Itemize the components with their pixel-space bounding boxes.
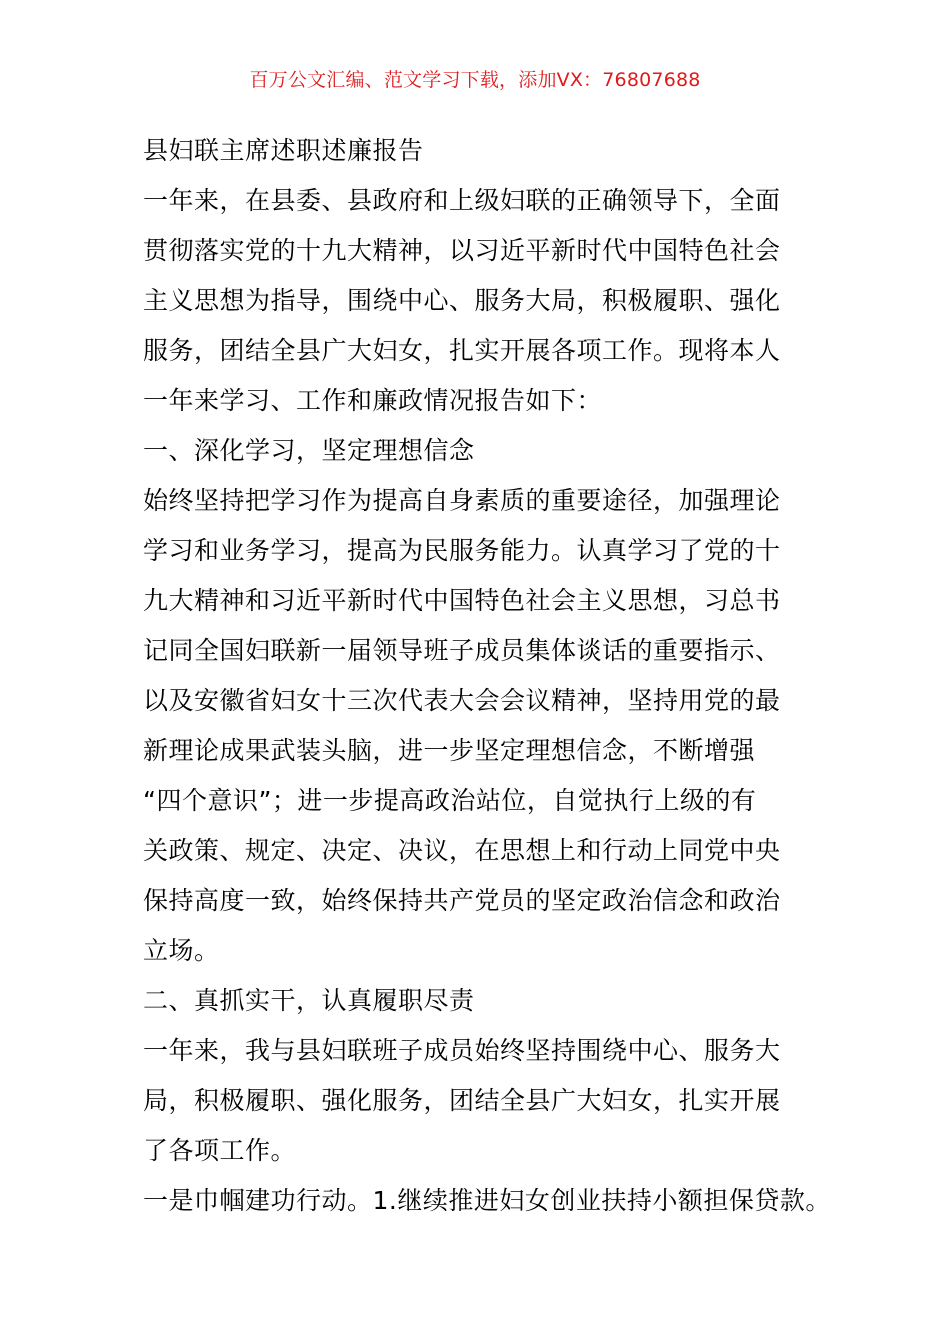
text-line: 了各项工作。	[143, 1136, 297, 1165]
text-line: 始终坚持把学习作为提高自身素质的重要途径，加强理论	[143, 486, 781, 515]
text-line: 主义思想为指导，围绕中心、服务大局，积极履职、强化	[143, 286, 781, 315]
text-line: 一年来，在县委、县政府和上级妇联的正确领导下，全面	[143, 186, 781, 215]
text-line: 以及安徽省妇女十三次代表大会会议精神，坚持用党的最	[143, 686, 781, 715]
text-line: “四个意识”；进一步提高政治站位，自觉执行上级的有	[143, 786, 757, 815]
text-line: 局，积极履职、强化服务，团结全县广大妇女，扎实开展	[143, 1086, 781, 1115]
text-line: 记同全国妇联新一届领导班子成员集体谈话的重要指示、	[143, 636, 781, 665]
text-line: 一是巾帼建功行动。1.继续推进妇女创业扶持小额担保贷款。	[143, 1186, 831, 1215]
text-line: 立场。	[143, 936, 220, 965]
text-line: 新理论成果武装头脑，进一步坚定理想信念，不断增强	[143, 736, 756, 765]
document-title: 县妇联主席述职述廉报告	[143, 136, 424, 165]
text-line: 服务，团结全县广大妇女，扎实开展各项工作。现将本人	[143, 336, 781, 365]
section-heading-1: 一、深化学习，坚定理想信念	[143, 436, 475, 465]
text-line: 贯彻落实党的十九大精神，以习近平新时代中国特色社会	[143, 236, 781, 265]
text-line: 一年来学习、工作和廉政情况报告如下：	[143, 386, 603, 415]
text-line: 关政策、规定、决定、决议，在思想上和行动上同党中央	[143, 836, 781, 865]
text-line: 九大精神和习近平新时代中国特色社会主义思想，习总书	[143, 586, 781, 615]
text-line: 一年来，我与县妇联班子成员始终坚持围绕中心、服务大	[143, 1036, 781, 1065]
text-line: 保持高度一致，始终保持共产党员的坚定政治信念和政治	[143, 886, 781, 915]
header-watermark: 百万公文汇编、范文学习下载，添加VX：76807688	[249, 69, 701, 91]
document-body	[143, 126, 833, 1226]
text-line: 学习和业务学习，提高为民服务能力。认真学习了党的十	[143, 536, 781, 565]
section-heading-2: 二、真抓实干，认真履职尽责	[143, 986, 475, 1015]
